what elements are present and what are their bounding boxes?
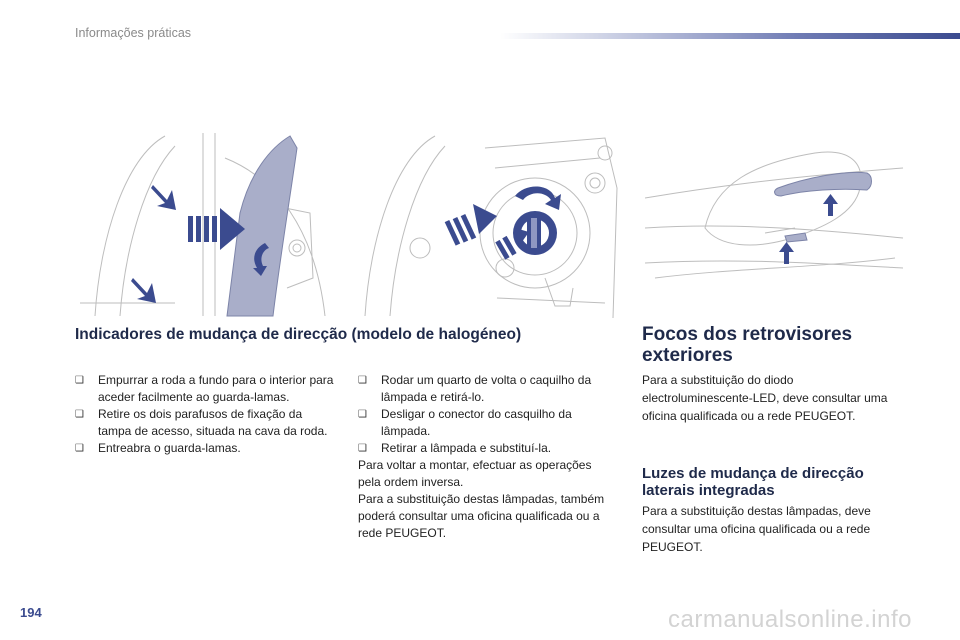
check-box-icon: ❑ bbox=[75, 443, 84, 454]
side-indicators-text: Para a substituição destas lâmpadas, deve consultar uma oficina qualificada ou a rede PEUGEOT. bbox=[642, 504, 871, 554]
instructions-col2 bbox=[358, 372, 613, 542]
workshop-note: Para a substituição destas lâmpadas, também poderá consultar uma oficina qualificada ou a rede PEUGEOT. bbox=[358, 492, 605, 540]
list-item: ❑ Empurrar a roda a fundo para o interior para aceder facilmente ao guarda-lamas. bbox=[75, 373, 334, 404]
watermark: carmanualsonline.info bbox=[668, 606, 912, 633]
mirror-lights-heading: Focos dos retrovisores exteriores bbox=[642, 324, 853, 366]
illustration-wheel-arch bbox=[75, 128, 340, 320]
list-item: ❑ Entreabra o guarda-lamas. bbox=[75, 441, 241, 455]
list-item: ❑ Desligar o conector do casquilho da lâmpada. bbox=[358, 407, 572, 438]
side-indicators-heading: Luzes de mudança de direcção laterais integradas bbox=[642, 465, 864, 499]
page-number: 194 bbox=[20, 605, 42, 620]
header-gradient-bar bbox=[500, 33, 960, 39]
mirror-lights-text: Para a substituição do diodo electroluminescente-LED, deve consultar uma oficina qualificada ou a rede PEUGEOT. bbox=[642, 373, 888, 423]
illustration-headlamp bbox=[355, 128, 625, 320]
section-title: Informações práticas bbox=[75, 26, 192, 40]
instructions-col1 bbox=[75, 372, 337, 457]
check-box-icon: ❑ bbox=[358, 375, 367, 386]
list-item: ❑ Retirar a lâmpada e substituí-la. bbox=[358, 441, 552, 455]
illustration-mirror bbox=[645, 128, 907, 293]
list-item: ❑ Rodar um quarto de volta o caquilho da lâmpada e retirá-lo. bbox=[358, 373, 592, 404]
reassembly-note: Para voltar a montar, efectuar as operações pela ordem inversa. bbox=[358, 458, 592, 489]
check-box-icon: ❑ bbox=[358, 443, 367, 454]
check-box-icon: ❑ bbox=[75, 409, 84, 420]
halogen-indicators-heading: Indicadores de mudança de direcção (modelo de halogéneo) bbox=[75, 326, 522, 343]
check-box-icon: ❑ bbox=[75, 375, 84, 386]
check-box-icon: ❑ bbox=[358, 409, 367, 420]
list-item: ❑ Retire os dois parafusos de fixação da tampa de acesso, situada na cava da roda. bbox=[75, 407, 328, 438]
